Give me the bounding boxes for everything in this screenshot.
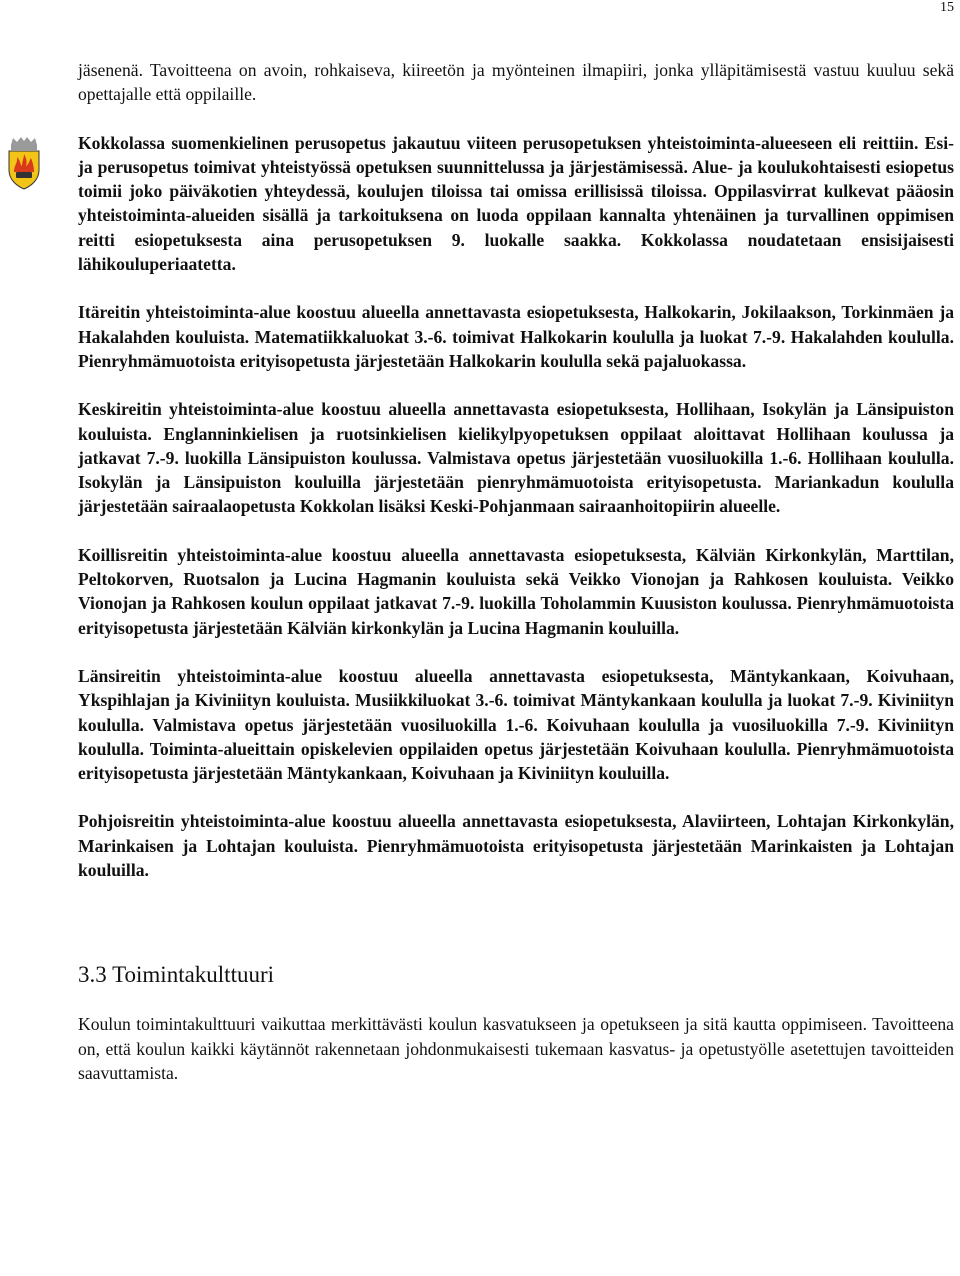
reitit-paragraph: Kokkolassa suomenkielinen perusopetus jakautuu viiteen perusopetuksen yhteistoiminta-alueeseen eli reittiin. Esi- ja perusopetus toimivat yhteistyössä opetuksen suunnittelussa ja järjestämisessä. Alue- ja koulukohtaisesti esiopetus toimii joko päiväkotien yhteydessä, koulujen tiloissa tai omissa erillisissä tiloissa. Oppilasvirrat kulkevat pääosin yhteistoiminta-alueiden sisällä ja tarkoituksena on luoda oppilaan kannalta yhtenäinen ja turvallinen oppimisen reitti esiopetuksesta aina perusopetuksen 9. luokalle saakka. Kokkolassa noudatetaan ensisijaisesti lähikouluperiaatetta. xyxy=(78,132,954,275)
keskireitti-paragraph: Keskireitin yhteistoiminta-alue koostuu alueella annettavasta esiopetuksesta, Hollihaan, Isokylän ja Länsipuiston kouluista. Englanninkielisen ja ruotsinkielisen kielikylpyopetuksen oppilaat aloittavat Hollihaan koulussa ja jatkavat 7.-9. luokilla Länsipuiston koulussa. Valmistava opetus järjestetään vuosiluokilla 1.-6. Hollihaan koululla. Isokylän ja Länsipuiston kouluilla järjestetään pienryhmämuotoista erityisopetusta. Mariankadun koululla järjestetään sairaalaopetusta Kokkolan lisäksi Keski-Pohjanmaan sairaanhoitopiirin alueelle. xyxy=(78,399,954,517)
section-body-paragraph: Koulun toimintakulttuuri vaikuttaa merkittävästi koulun kasvatukseen ja opetukseen ja sitä kautta oppimiseen. Tavoitteena on, että koulun kaikki käytännöt rakennetaan johdonmukaisesti tukemaan kasvatus- ja opetustyölle asetettujen tavoitteiden saavuttamista. xyxy=(78,1014,954,1083)
section-heading: 3.3 Toimintakulttuuri xyxy=(78,962,275,988)
pohjoisreitti-paragraph: Pohjoisreitin yhteistoiminta-alue koostuu alueella annettavasta esiopetuksesta, Alaviirteen, Lohtajan Kirkonkylän, Marinkaisen ja Lohtajan kouluista. Pienryhmämuotoista erityisopetusta järjestetään Marinkaisten ja Lohtajan kouluilla. xyxy=(78,811,954,881)
page-number: 15 xyxy=(940,0,954,15)
koillisreitti-paragraph: Koillisreitin yhteistoiminta-alue koostuu alueella annettavasta esiopetuksesta, Kälviän Kirkonkylän, Marttilan, Peltokorven, Ruotsalon ja Lucina Hagmanin kouluista sekä Veikko Vionojan ja Rahkosen kouluista. Veikko Vionojan ja Rahkosen koulun oppilaat jatkavat 7.-9. luokilla Toholammin Kuusiston koulussa. Pienryhmämuotoista erityisopetusta järjestetään Kälviän kirkonkylän ja Lucina Hagmanin kouluilla. xyxy=(78,544,954,638)
coat-of-arms-icon xyxy=(5,136,43,190)
itareitti-paragraph: Itäreitin yhteistoiminta-alue koostuu alueella annettavasta esiopetuksesta, Halkokarin, Jokilaakson, Torkinmäen ja Hakalahden kouluista. Matematiikkaluokat 3.-6. toimivat Halkokarin koululla ja luokat 7.-9. Hakalahden koululla. Pienryhmämuotoista erityisopetusta järjestetään Halkokarin koululla sekä pajaluokassa. xyxy=(78,302,954,371)
document-body xyxy=(78,58,954,1085)
lansireitti-paragraph: Länsireitin yhteistoiminta-alue koostuu alueella annettavasta esiopetuksesta, Mäntykankaan, Koivuhaan, Ykspihlajan ja Kiviniityn kouluista. Musiikkiluokat 3.-6. toimivat Mäntykankaan koululla ja luokat 7.-9. Kiviniityn koululla. Valmistava opetus järjestetään vuosiluokilla 1.-6. Koivuhaan koululla ja vuosiluokilla 7.-9. Kiviniityn koululla. Toiminta-alueittain opiskelevien oppilaiden opetus järjestetään Koivuhaan koululla. Pienryhmämuotoista erityisopetusta järjestetään Mäntykankaan, Koivuhaan ja Kiviniityn kouluilla. xyxy=(78,665,954,784)
intro-paragraph: jäsenenä. Tavoitteena on avoin, rohkaiseva, kiireetön ja myönteinen ilmapiiri, jonka ylläpitämisestä vastuu kuuluu sekä opettajalle että oppilaille. xyxy=(78,60,954,105)
